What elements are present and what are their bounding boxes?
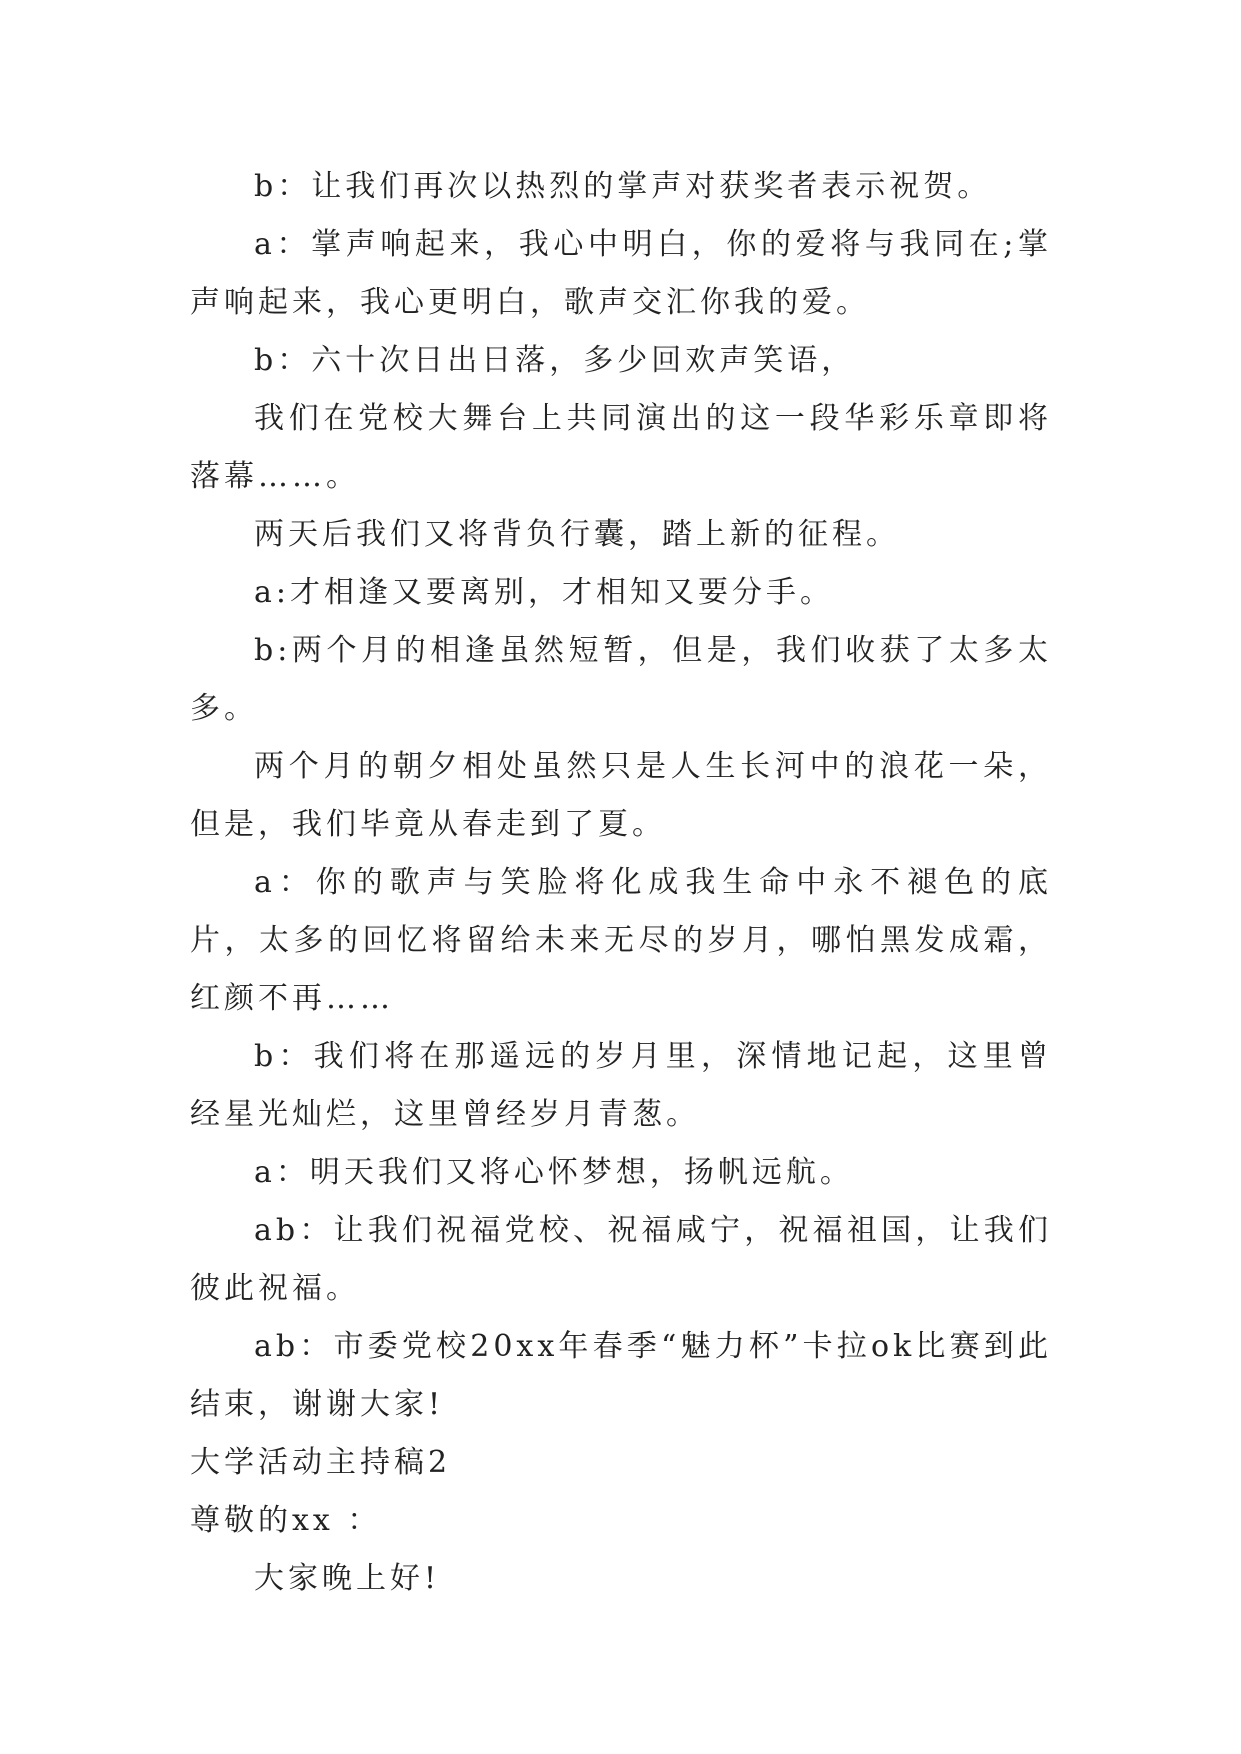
salutation: 尊敬的xx ： xyxy=(190,1503,382,1538)
greeting: 大家晚上好! xyxy=(254,1561,441,1596)
paragraph-1: b：让我们再次以热烈的掌声对获奖者表示祝贺。 xyxy=(254,169,992,204)
paragraph-3: b：六十次日出日落，多少回欢声笑语， xyxy=(254,343,856,378)
document-body xyxy=(190,158,1052,1608)
paragraph-8: 两个月的朝夕相处虽然只是人生长河中的浪花一朵，但是，我们毕竟从春走到了夏。 xyxy=(190,749,1052,842)
paragraph-10: b：我们将在那遥远的岁月里，深情地记起，这里曾经星光灿烂，这里曾经岁月青葱。 xyxy=(190,1039,1052,1132)
paragraph-9: a：你的歌声与笑脸将化成我生命中永不褪色的底片，太多的回忆将留给未来无尽的岁月，哪怕黑发成霜，红颜不再…… xyxy=(190,865,1052,1016)
section-heading: 大学活动主持稿2 xyxy=(190,1445,452,1480)
paragraph-13: ab：市委党校20xx年春季“魅力杯”卡拉ok比赛到此结束，谢谢大家! xyxy=(190,1329,1052,1422)
paragraph-7: b:两个月的相逢虽然短暂，但是，我们收获了太多太多。 xyxy=(190,633,1052,726)
paragraph-12: ab：让我们祝福党校、祝福咸宁，祝福祖国，让我们彼此祝福。 xyxy=(190,1213,1052,1306)
paragraph-2: a：掌声响起来，我心中明白，你的爱将与我同在;掌声响起来，我心更明白，歌声交汇你我的爱。 xyxy=(190,227,1052,320)
paragraph-4: 我们在党校大舞台上共同演出的这一段华彩乐章即将落幕……。 xyxy=(190,401,1052,494)
paragraph-11: a：明天我们又将心怀梦想，扬帆远航。 xyxy=(254,1155,854,1190)
paragraph-5: 两天后我们又将背负行囊，踏上新的征程。 xyxy=(254,517,900,552)
paragraph-6: a:才相逢又要离别，才相知又要分手。 xyxy=(254,575,834,610)
